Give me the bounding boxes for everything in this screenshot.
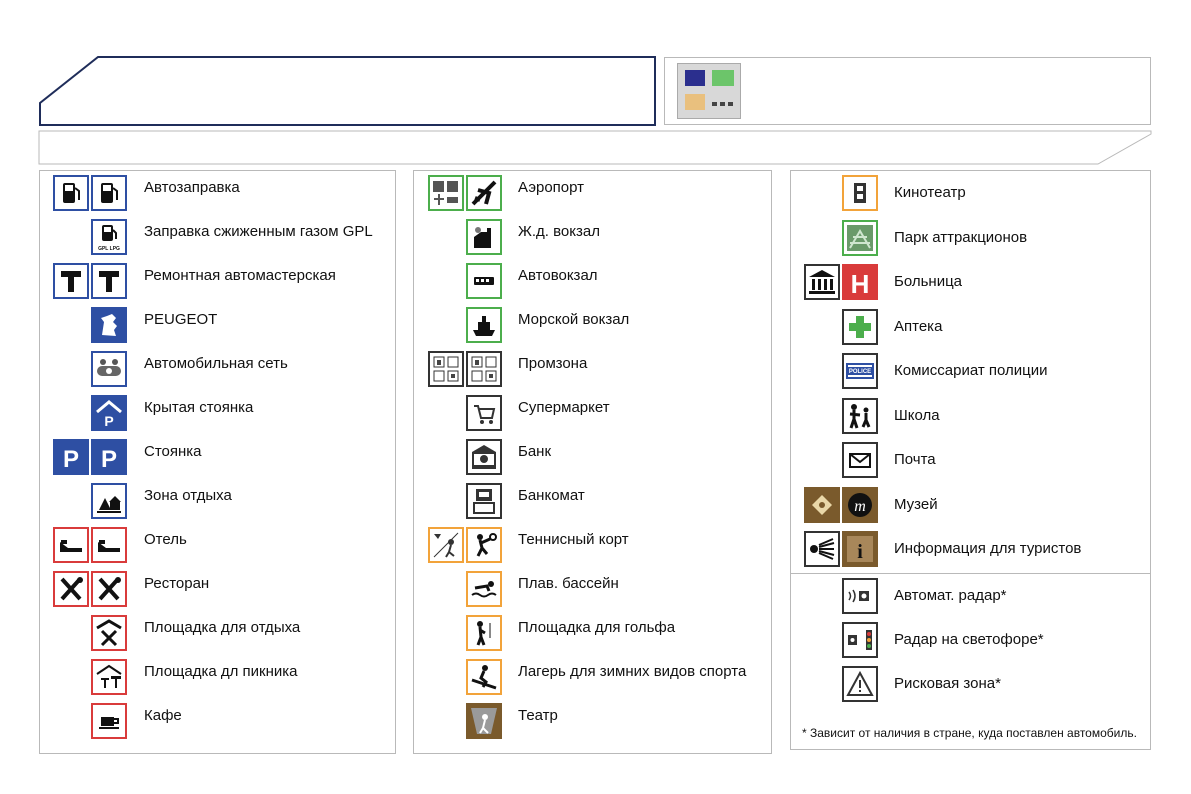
legend-label: Школа [894,406,940,424]
train-station-icon [466,219,502,255]
footnote: * Зависит от наличия в стране, куда поставлен автомобиль. [802,726,1137,740]
legend-row [40,615,395,655]
police-icon [842,353,878,389]
legend-label: Комиссариат полиции [894,362,1048,379]
svg-text:P: P [104,413,114,428]
subheader-band [38,130,1153,166]
legend-row [40,307,395,347]
legend-label: Автозаправка [144,179,240,196]
legend-row [40,703,395,743]
rest-area-icon [91,483,127,519]
risk-zone-icon [842,666,878,702]
legend-label: Парк аттракционов [894,228,1028,246]
gpl-fuel-icon [91,219,127,255]
legend-label: Почта [894,451,936,468]
legend-label: Морской вокзал [518,311,630,328]
legend-row [791,264,1150,304]
picnic-icon [91,659,127,695]
column-3-divider [791,573,1150,574]
industrial-zone-icon [466,351,502,387]
speed-camera-icon [842,578,878,614]
legend-row [414,659,771,699]
hammer-icon [91,263,127,299]
legend-label: Рисковая зона* [894,675,1001,692]
sport-icon [428,527,464,563]
coffee-cup-icon [91,703,127,739]
legend-row [40,571,395,611]
legend-label: Театр [518,707,558,724]
transport-hub-icon [428,175,464,211]
column-3-panel [790,170,1151,750]
legend-row [40,439,395,479]
legend-row [414,571,771,611]
legend-row [791,531,1150,571]
legend-label: Заправка сжиженным газом GPL [144,223,373,240]
legend-row [414,307,771,347]
envelope-icon [842,442,878,478]
legend-label: Банк [518,443,552,460]
legend-label: Аэропорт [518,179,585,196]
legend-row [414,703,771,743]
legend-label: PEUGEOT [144,311,218,328]
legend-label: Автомат. радар* [894,587,1007,604]
legend-row [414,615,771,655]
legend-row [791,309,1150,349]
legend-label: Отель [144,531,187,548]
legend-label: Аптека [894,317,943,335]
legend-row [791,622,1150,662]
legend-label: Лагерь для зимних видов спорта [518,663,747,680]
legend-row [414,439,771,479]
legend-label: Кафе [144,707,182,724]
legend-row [414,219,771,259]
parking-icon [53,439,89,475]
legend-row [414,175,771,215]
legend-label: Зона отдыха [144,487,232,504]
legend-label: Площадка дл пикника [144,663,298,680]
fork-knife-icon [91,571,127,607]
legend-label: Автовокзал [518,267,598,284]
hotel-bed-icon [91,527,127,563]
legend-row [791,442,1150,482]
legend-label: Крытая стоянка [144,399,254,416]
legend-row [791,487,1150,527]
legend-row [40,219,395,259]
legend-row [414,483,771,523]
legend-row [791,578,1150,618]
covered-parking-icon [91,395,127,431]
legend-row [791,398,1150,438]
airplane-icon [466,175,502,211]
legend-label: Ж.д. вокзал [518,223,600,240]
legend-row [40,483,395,523]
legend-row [791,220,1150,260]
legend-row [414,527,771,567]
legend-label: Стоянка [144,443,202,460]
legend-label: Кинотеатр [894,184,966,201]
legend-row [40,263,395,303]
police-icon-text: POLICE [848,369,872,375]
theatre-icon [466,703,502,739]
car-network-icon [91,351,127,387]
legend-row [40,395,395,435]
hotel-bed-icon [53,527,89,563]
legend-row [791,666,1150,706]
legend-row [40,659,395,699]
legend-row [414,395,771,435]
bus-station-icon [466,263,502,299]
legend-row [40,351,395,391]
legend-row [40,175,395,215]
svg-text:i: i [857,541,863,563]
legend-label: Автомобильная сеть [144,355,288,372]
ski-icon [466,659,502,695]
amusement-park-icon [842,220,878,256]
legend-row [414,263,771,303]
svg-text:P: P [62,446,80,472]
legend-label: Супермаркет [518,399,610,416]
school-icon [842,398,878,434]
legend-row [414,351,771,391]
legend-label: Ресторан [144,575,210,592]
tennis-icon [466,527,502,563]
legend-label: Теннисный корт [518,531,629,548]
ferry-terminal-icon [466,307,502,343]
legend-row [791,353,1150,393]
swimming-icon [466,571,502,607]
info-rays-icon [804,531,840,567]
traffic-light-camera-icon [842,622,878,658]
settings-screen-icon [677,63,741,119]
legend-label: Банкомат [518,487,585,504]
pharmacy-cross-icon [842,309,878,345]
hospital-building-icon [804,264,840,300]
fuel-icon [91,175,127,211]
svg-text:m: m [854,497,866,515]
hospital-icon [842,264,878,300]
gpl-icon-text: GPL LPG [98,246,120,252]
museum-icon [804,487,840,523]
legend-label: Плав. бассейн [518,575,619,592]
cinema-icon [842,175,878,211]
legend-label: Площадка для отдыха [144,619,301,636]
column-1-panel [39,170,396,754]
peugeot-lion-icon [91,307,127,343]
fork-knife-icon [53,571,89,607]
legend-label: Площадка для гольфа [518,619,676,636]
legend-label: Музей [894,495,938,513]
svg-text:P: P [100,446,118,472]
legend-label: Промзона [518,355,588,372]
golf-icon [466,615,502,651]
fuel-icon [53,175,89,211]
roadside-restaurant-icon [91,615,127,651]
hammer-icon [53,263,89,299]
museum-m-icon [842,487,878,523]
legend-row [40,527,395,567]
industrial-zone-icon [428,351,464,387]
svg-text:H: H [850,269,870,297]
header-title-tab [38,55,658,127]
legend-row [791,175,1150,215]
atm-icon [466,483,502,519]
info-icon [842,531,878,567]
legend-label: Радар на светофоре* [894,631,1044,648]
bank-icon [466,439,502,475]
legend-label: Ремонтная автомастерская [144,267,336,284]
legend-label: Больница [894,273,963,290]
shopping-cart-icon [466,395,502,431]
column-2-panel [413,170,772,754]
legend-label: Информация для туристов [894,540,1082,557]
parking-icon [91,439,127,475]
